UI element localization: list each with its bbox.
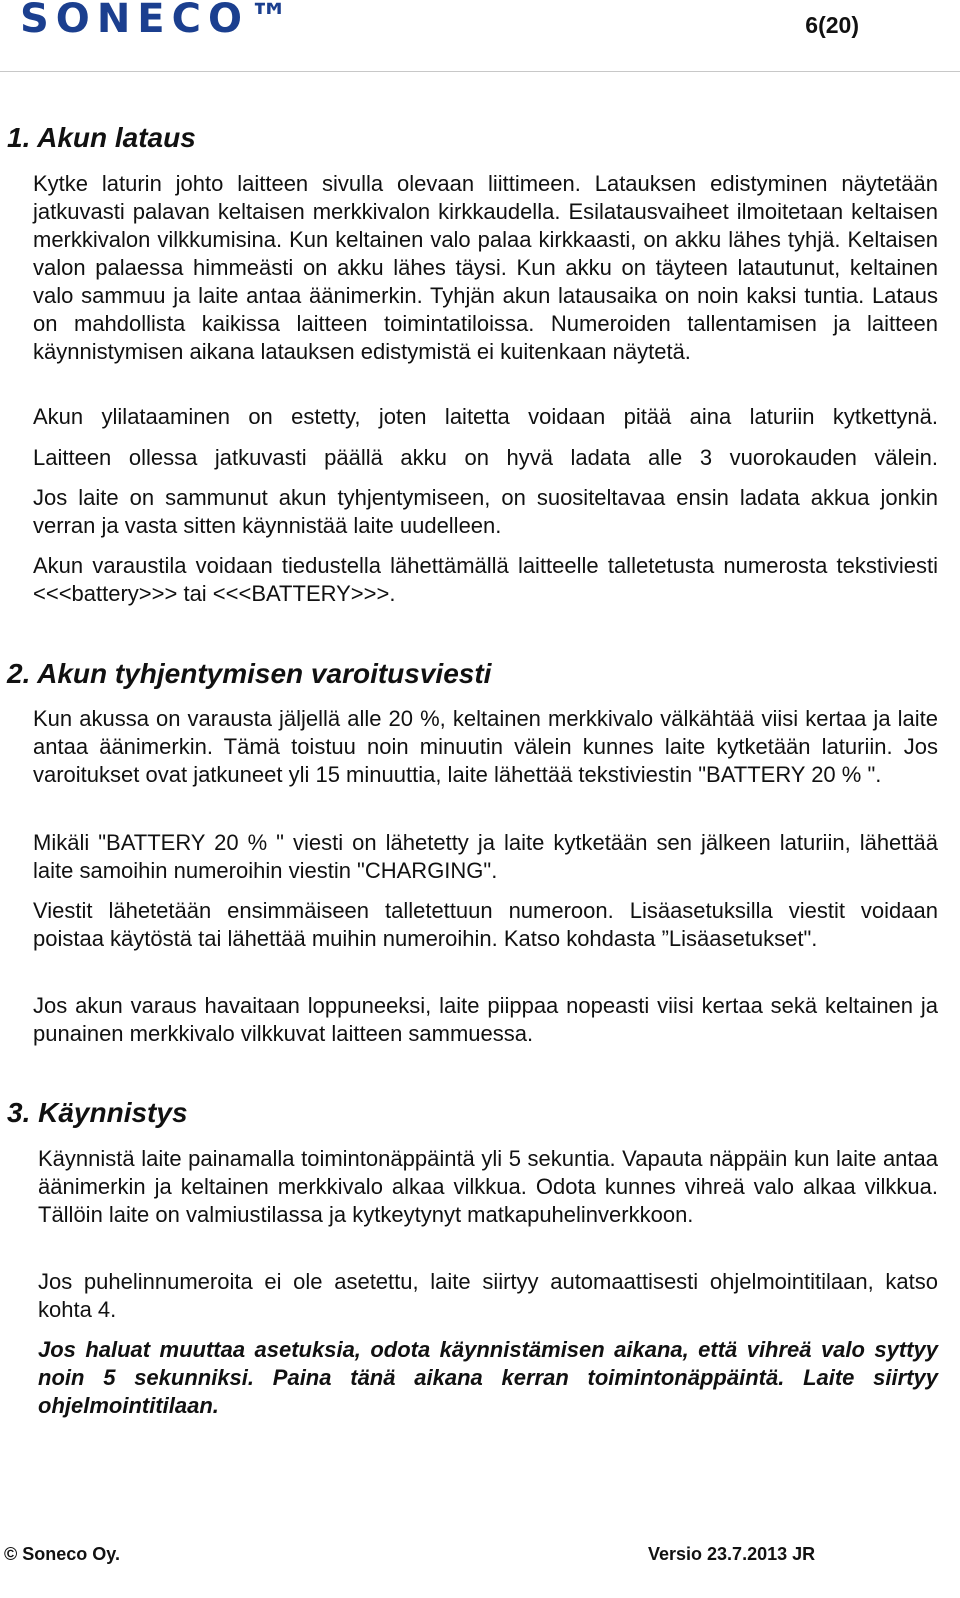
- section-1-paragraph-3: Laitteen ollessa jatkuvasti päällä akku on hyvä ladata alle 3 vuorokauden välein.: [33, 445, 938, 470]
- section-2-paragraph-3: Viestit lähetetään ensimmäiseen talletettuun numeroon. Lisäasetuksilla viestit voidaan poistaa käytöstä tai lähettää muihin numeroihin. Katso kohdasta ”Lisäasetukset".: [33, 898, 938, 951]
- section-1-paragraph-4: Jos laite on sammunut akun tyhjentymiseen, on suositeltavaa ensin ladata akkua jonkin verran ja vasta sitten käynnistää laite uudelleen.: [33, 485, 938, 538]
- section-1-paragraph-1: Kytke laturin johto laitteen sivulla olevaan liittimeen. Latauksen edistyminen näytetään jatkuvasti palavan keltaisen merkkivalon kirkkaudella. Esilatausvaiheet ilmoitetaan keltaisen merkkivalon vilkkumisina. Kun keltainen valo palaa kirkkaasti, on akku lähes tyhjä. Keltaisen valon palaessa himmeästi on akku lähes täysi. Kun akku on täyteen latautunut, keltainen valo sammuu ja laite antaa äänimerkin. Tyhjän akun latausaika on noin kaksi tuntia. Lataus on mahdollista kaikissa laitteen toimintatiloissa. Numeroiden tallentamisen ja laitteen käynnistymisen aikana latauksen edistymistä ei kuitenkaan näytetä.: [33, 171, 938, 364]
- company-logo: SONECO™: [20, 0, 296, 42]
- header-divider: [0, 71, 960, 72]
- section-2-title: 2. Akun tyhjentymisen varoitusviesti: [7, 658, 492, 689]
- section-2-paragraph-4: Jos akun varaus havaitaan loppuneeksi, laite piippaa nopeasti viisi kertaa sekä keltainen ja punainen merkkivalo vilkkuvat laitteen sammuessa.: [33, 993, 938, 1046]
- footer-version: Versio 23.7.2013 JR: [648, 1544, 816, 1564]
- page-number: 6(20): [805, 12, 859, 38]
- section-1-paragraph-2: Akun ylilataaminen on estetty, joten laitetta voidaan pitää aina laturiin kytkettynä.: [33, 404, 938, 429]
- footer-copyright: © Soneco Oy.: [4, 1544, 120, 1564]
- section-1-title: 1. Akun lataus: [7, 122, 196, 153]
- section-1-paragraph-5: Akun varaustila voidaan tiedustella lähettämällä laitteelle talletetusta numerosta tekstiviesti <<<battery>>> tai <<<BATTERY>>>.: [33, 553, 938, 606]
- section-2-paragraph-1: Kun akussa on varausta jäljellä alle 20 %, keltainen merkkivalo välkähtää viisi kertaa ja laite antaa äänimerkin. Tämä toistuu noin minuutin välein kunnes laite kytketään laturiin. Jos varoitukset ovat jatkuneet yli 15 minuuttia, laite lähettää tekstiviestin "BATTERY 20 % ".: [33, 706, 938, 787]
- page-header: [0, 0, 960, 72]
- section-3-paragraph-2: Jos puhelinnumeroita ei ole asetettu, laite siirtyy automaattisesti ohjelmointitilaan, katso kohta 4.: [38, 1269, 938, 1322]
- section-3-paragraph-1: Käynnistä laite painamalla toimintonäppäintä yli 5 sekuntia. Vapauta näppäin kun laite antaa äänimerkin ja keltainen merkkivalo alkaa vilkkua. Odota kunnes vihreä valo alkaa vilkkua. Tällöin laite on valmiustilassa ja kytkeytynyt matkapuhelinverkkoon.: [38, 1146, 938, 1227]
- section-3-title: 3. Käynnistys: [7, 1097, 188, 1128]
- section-3-note: Jos haluat muuttaa asetuksia, odota käynnistämisen aikana, että vihreä valo syttyy noin 5 sekunniksi. Paina tänä aikana kerran toimintonäppäintä. Laite siirtyy ohjelmointitilaan.: [38, 1337, 938, 1418]
- section-2-paragraph-2: Mikäli "BATTERY 20 % " viesti on lähetetty ja laite kytketään sen jälkeen laturiin, lähettää laite samoihin numeroihin viestin "CHARGING".: [33, 830, 938, 883]
